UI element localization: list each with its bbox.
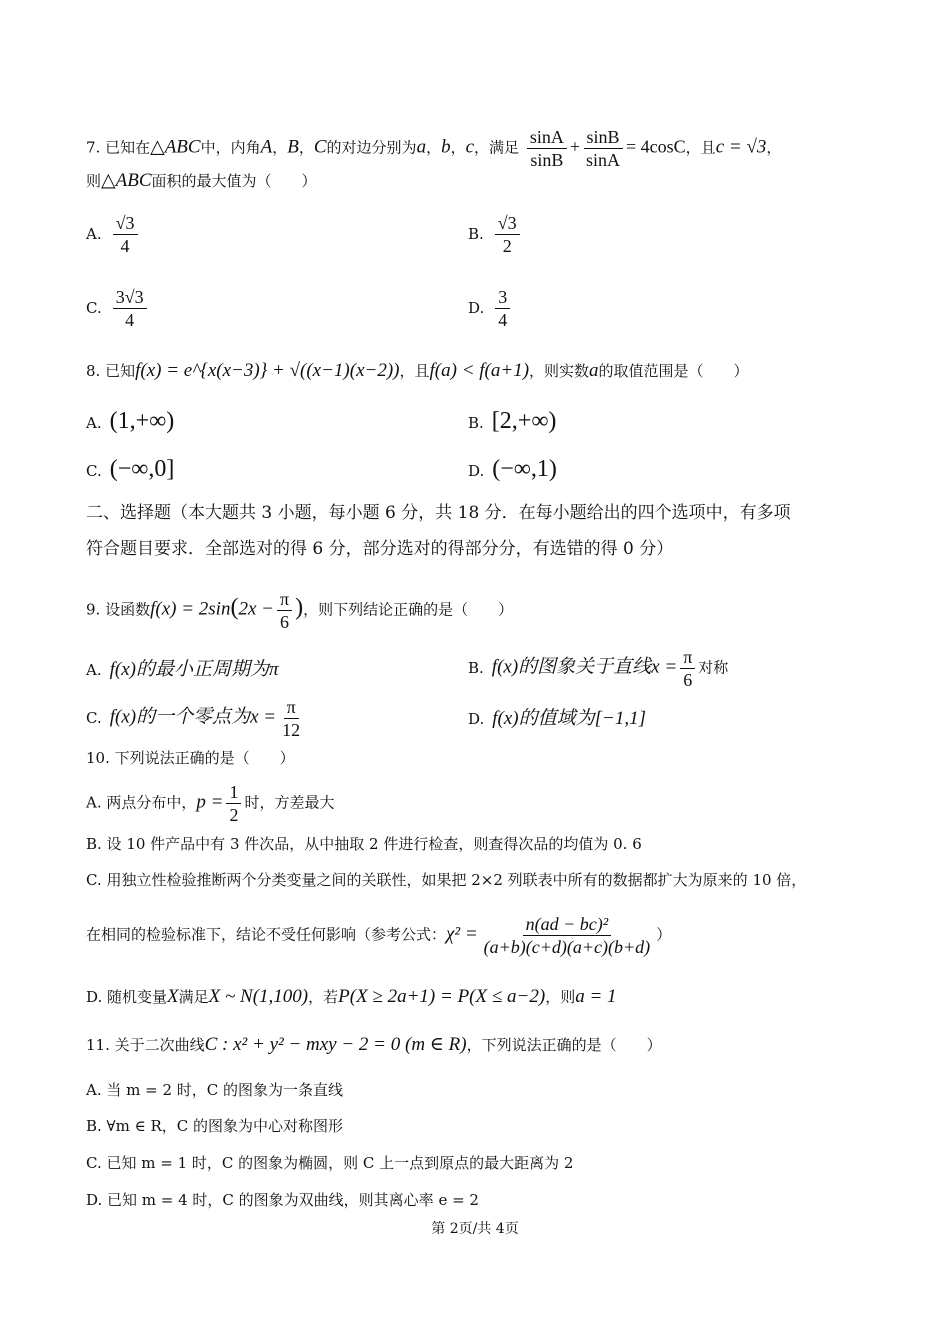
q9-option-a [86,654,279,681]
q7-side-b: b [441,136,451,158]
q10-option-c-line1: C. 用独立性检验推断两个分类变量之间的关联性，如果把 2×2 列联表中所有的数据都扩大为原来的 10 倍， [86,871,807,889]
q7-angle-b: B [287,136,299,158]
q7-fraction-1 [527,126,567,171]
option-value: x = [250,706,277,728]
q9-option-c [86,696,306,741]
option-value: 满足 [178,988,209,1006]
frac-den: (a+b)(c+d)(a+c)(b+d) [483,937,651,957]
q10-option-c-line2 [86,913,890,958]
q7-plus: + [569,136,580,157]
frac-den: 4 [498,310,508,330]
q7-frac2-num: sinB [584,126,623,149]
option-value: (−∞,0] [109,456,175,482]
option-label: C. [86,298,102,317]
q10-chi-square: χ² = [446,923,478,945]
q7-text: 则 [86,172,102,190]
q7-frac2-den: sinA [586,150,621,170]
frac-num: π [277,588,292,611]
option-value: 在相同的检验标准下，结论不受任何影响（参考公式： [86,925,447,944]
section-two-line2: 符合题目要求．全部选对的得 6 分，部分选对的得部分分，有选错的得 0 分） [86,539,674,559]
frac-num: 3 [495,286,510,309]
frac-num: π [284,696,299,719]
q7-triangle: △ABC [101,170,152,191]
q8-text: ，则实数 [529,362,590,380]
option-label: C. [86,462,102,480]
q9-option-d [468,703,646,730]
option-label: B. [468,414,484,432]
q7-frac1-den: sinB [530,150,564,170]
frac-den: 2 [502,236,512,256]
q10-chi-formula [481,913,654,958]
option-value: ，则 [545,988,576,1006]
q9-function: f(x) = 2sin [150,598,231,620]
frac-num: 1 [226,781,241,804]
q7-text: 7. 已知在 [86,138,151,157]
q11-text: ，下列说法正确的是（ ） [466,1036,662,1054]
q8-stem [86,359,890,383]
option-value: f(x)的值域为[−1,1] [492,708,646,729]
option-value: A. 两点分布中， [86,793,197,812]
q11-text: 11. 关于二次曲线 [86,1036,205,1054]
q7-stem-line2 [86,169,890,193]
q8-text: 的取值范围是（ ） [598,362,749,380]
q8-variable: a [589,360,599,381]
page-footer: 第 2页/共 4页 [431,1221,519,1237]
q7-option-a [86,212,141,257]
option-value: ，若 [308,988,339,1006]
q7-option-b-frac [495,212,520,257]
q11-option-b: B. ∀m ∈ R，C 的图象为中心对称图形 [86,1117,344,1135]
q7-option-c [86,286,150,331]
left-paren: ( [230,594,239,621]
option-value: [2,+∞) [491,408,557,434]
q7-rhs: = 4cosC [626,136,686,157]
option-label: B. [468,658,484,677]
option-label: A. [86,414,102,432]
q8-function: f(x) = e^{x(x−3)} + √((x−1)(x−2)) [135,360,400,381]
frac-den: 12 [282,720,301,740]
q7-text: ，且 [685,138,716,157]
q8-option-b [468,408,556,435]
q8-text: ，且 [399,362,430,380]
q9-text: 9. 设函数 [86,600,151,619]
frac-den: 4 [120,236,130,256]
option-value: 时，方差最大 [244,793,335,812]
q8-text: 8. 已知 [86,362,136,380]
option-label: D. [468,710,485,728]
q7-side-c: c [465,136,475,158]
q10-option-d [86,985,890,1009]
q7-angle-c: C [313,136,327,158]
q8-option-d [468,456,557,483]
option-value: ） [656,925,672,944]
option-value: X ~ N(1,100) [208,986,309,1007]
frac-num: π [680,646,695,669]
q7-text: 的对边分别为 [326,138,417,157]
q7-text: 面积的最大值为（ ） [151,172,317,190]
option-label: B. [468,224,484,243]
q9-option-b-frac [680,646,695,691]
option-value: f(x)的一个零点为 [109,706,251,728]
q11-option-c: C. 已知 m = 1 时，C 的图象为椭圆，则 C 上一点到原点的最大距离为 2 [86,1154,574,1172]
frac-den: 6 [683,670,693,690]
option-value: D. 随机变量 [86,988,168,1006]
q8-option-c [86,456,174,483]
frac-den: 6 [280,612,290,632]
q9-text: ，则下列结论正确的是（ ） [303,600,514,619]
q7-text: 中，内角 [200,138,261,157]
q7-angle-a: A [260,136,273,158]
q7-fraction-2 [583,126,623,171]
q7-option-d-frac [495,286,510,331]
q9-stem [86,588,890,633]
q9-option-b [468,646,728,691]
q10-option-a [86,781,890,826]
option-label: A. [86,224,102,243]
option-value: X [167,986,179,1007]
section-two-line1: 二、选择题（本大题共 3 小题，每小题 6 分，共 18 分．在每小题给出的四个选项中，有多项 [86,503,791,523]
option-value: (−∞,1) [492,456,557,482]
option-label: C. [86,708,102,727]
q7-side-a: a [416,136,427,158]
option-label: A. [86,661,102,679]
option-value: x = [651,656,678,678]
option-value: p = [196,791,224,813]
q10-stem: 10. 下列说法正确的是（ ） [86,749,295,767]
q11-option-d: D. 已知 m = 4 时，C 的图象为双曲线，则其离心率 e = 2 [86,1191,479,1209]
q9-pi-over-6 [277,588,292,633]
option-value: f(x)的图象关于直线 [491,656,652,678]
q7-option-c-frac [113,286,147,331]
option-value: a = 1 [575,986,617,1007]
option-value: (1,+∞) [109,408,175,434]
q8-inequality: f(a) < f(a+1) [429,360,530,381]
q11-stem [86,1033,890,1057]
q7-option-a-frac [113,212,138,257]
q9-inner: 2x − [238,598,274,620]
q7-option-b [468,212,523,257]
option-value: 对称 [698,658,729,677]
q11-option-a: A. 当 m = 2 时，C 的图象为一条直线 [86,1081,344,1099]
right-paren: ) [295,594,304,621]
option-value: f(x)的最小正周期为π [109,659,279,680]
frac-num: √3 [495,212,520,235]
frac-num: 3√3 [113,286,147,309]
q7-triangle: △ABC [150,136,201,158]
q7-stem-line1: 7. 已知在△ABC中，内角A，B，C的对边分别为a，b，c，满足 $\frac{\sin A}{\sin B}$ + $\frac{\sin B}{\sin A}$ = 4cosC，且c = √3， [86,127,782,170]
option-value: P(X ≥ 2a+1) = P(X ≤ a−2) [338,986,546,1007]
q7-frac1-num: sinA [527,126,567,149]
q10-half [226,781,241,826]
q7-option-d [468,286,513,331]
q8-option-a [86,408,174,435]
q7-text: ，满足 [474,138,520,157]
q7-condition: c = √3 [715,136,767,158]
q9-option-c-frac [279,696,303,741]
option-label: D. [468,462,485,480]
frac-den: 2 [229,805,239,825]
option-label: D. [468,298,485,317]
frac-num: n(ad − bc)² [523,913,612,936]
section-two-header [86,495,876,567]
q10-option-b: B. 设 10 件产品中有 3 件次品，从中抽取 2 件进行检查，则查得次品的均值为 0. 6 [86,835,642,853]
frac-num: √3 [113,212,138,235]
frac-den: 4 [125,310,135,330]
q11-curve: C : x² + y² − mxy − 2 = 0 (m ∈ R) [204,1034,467,1055]
